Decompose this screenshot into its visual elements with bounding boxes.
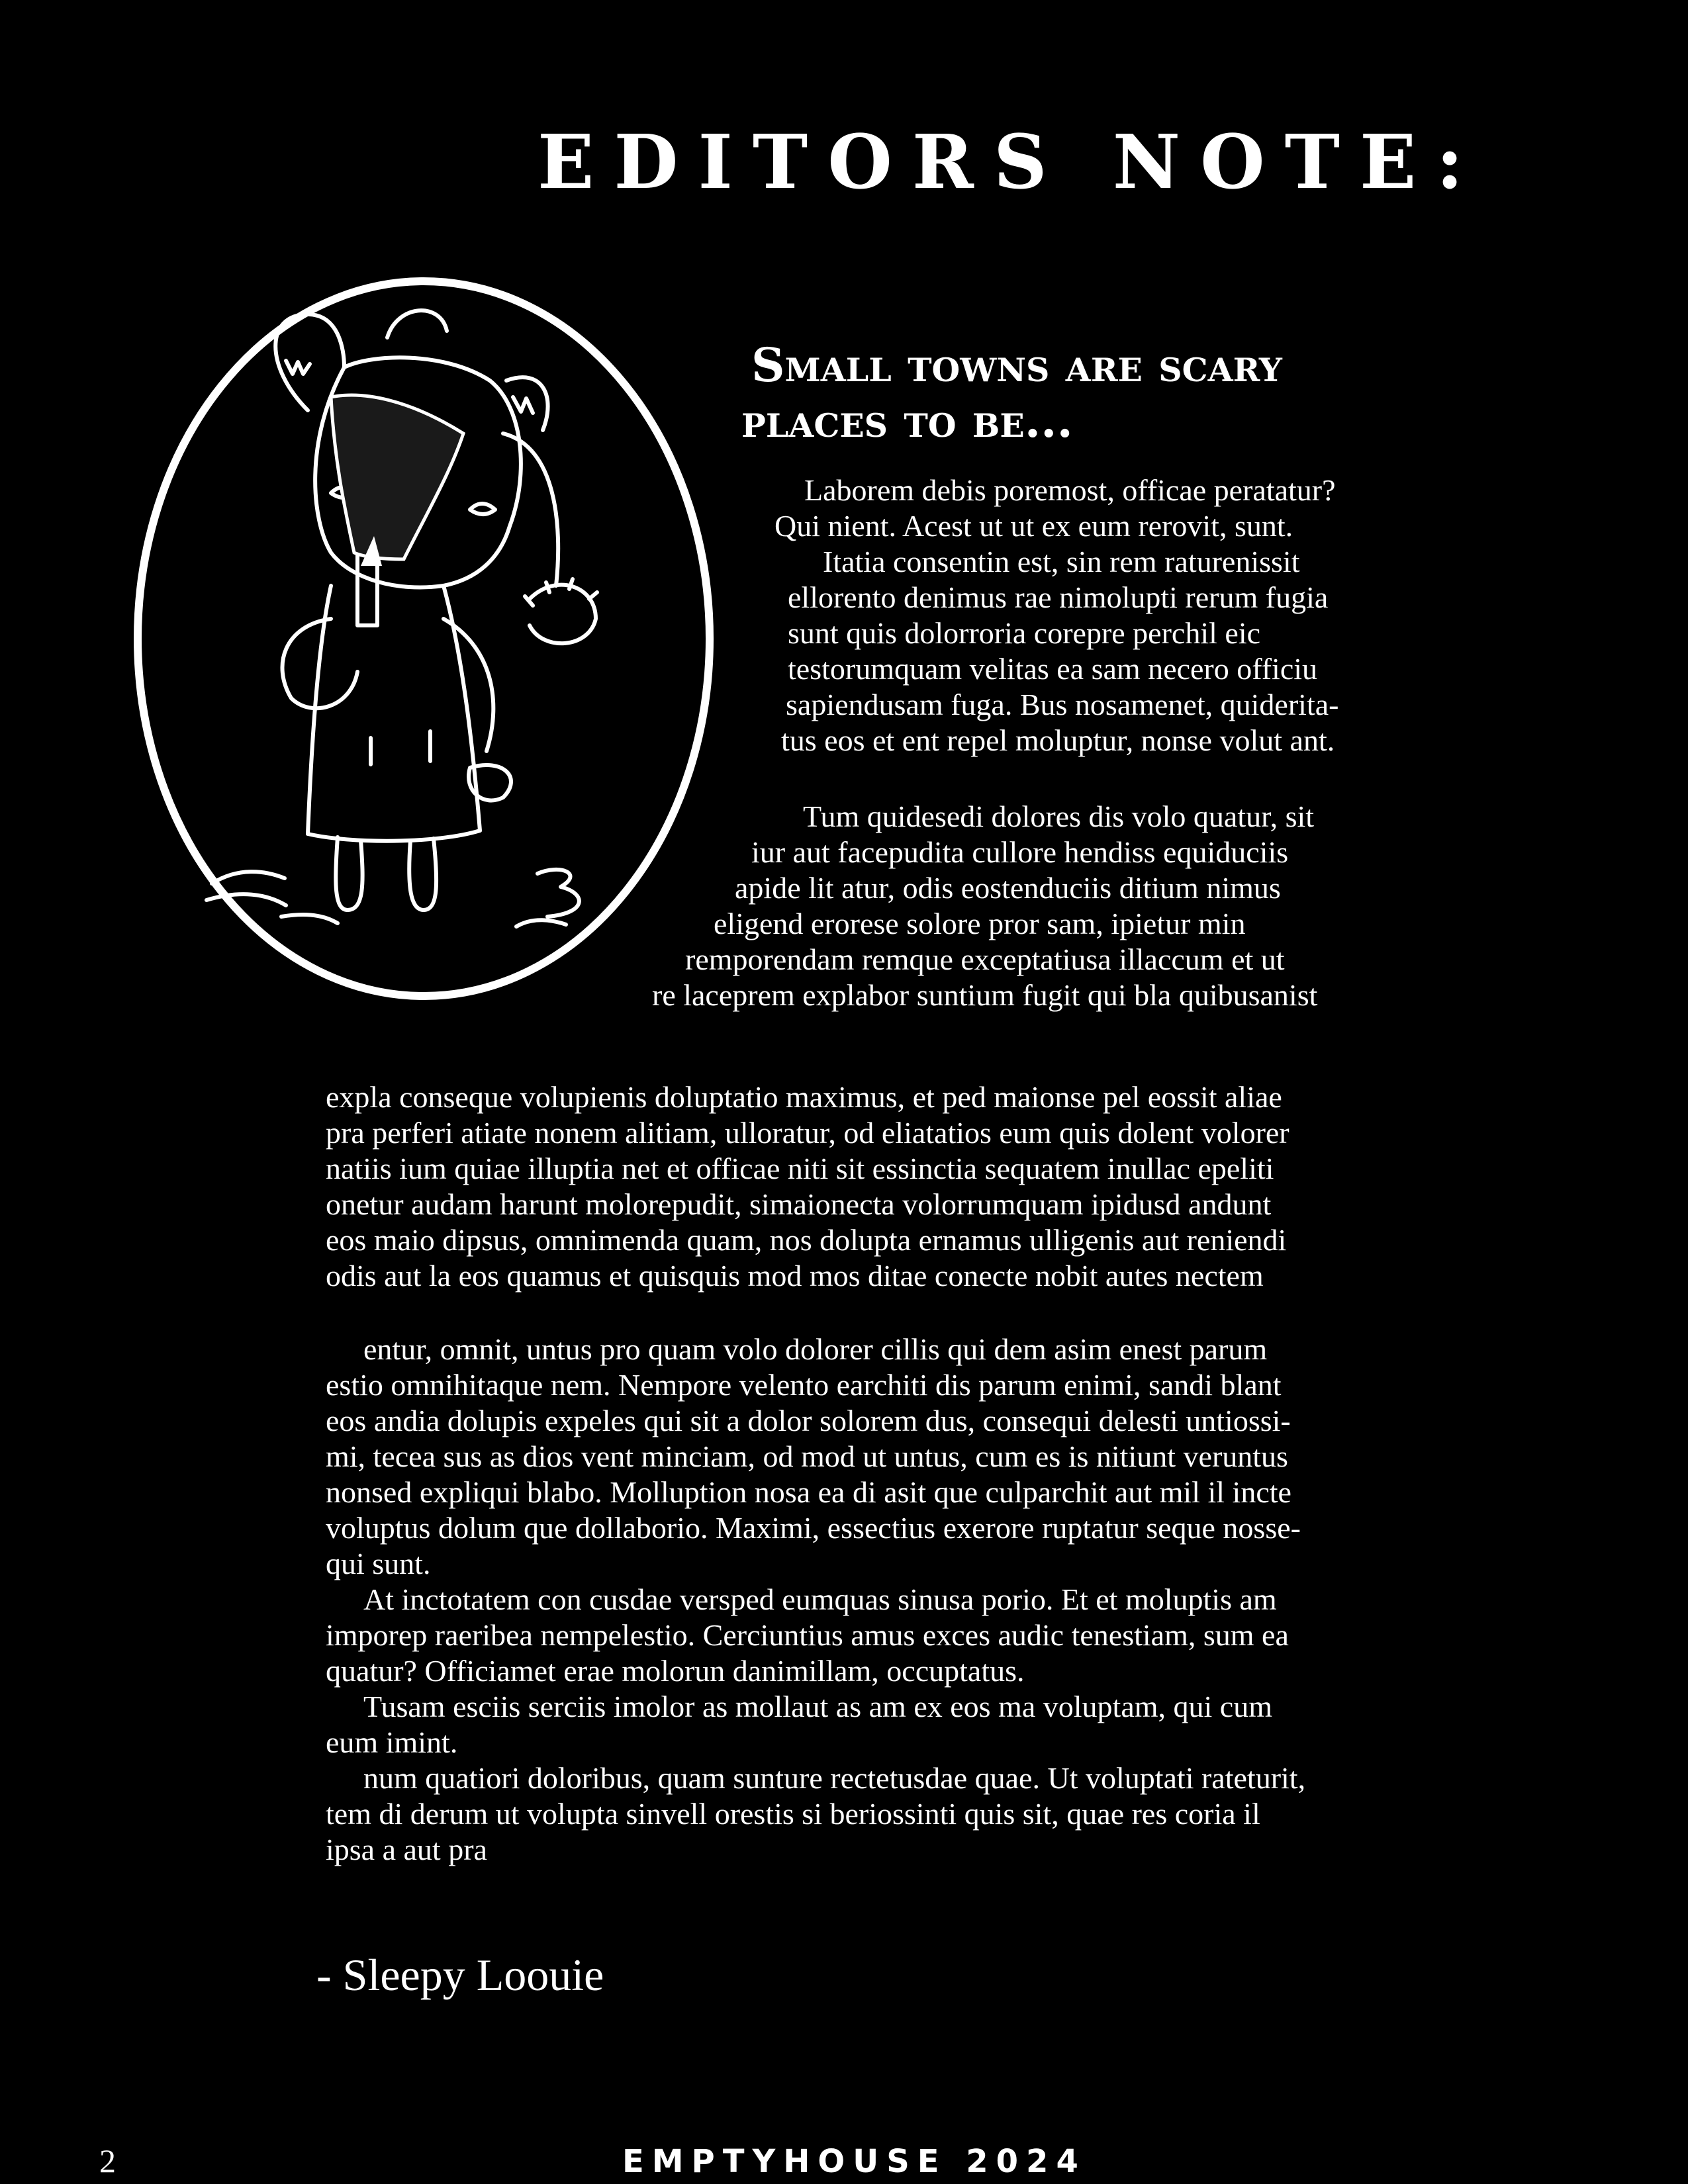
text-line: eum imint. bbox=[326, 1725, 458, 1759]
text-line: ellorento denimus rae nimolupti rerum fugia bbox=[788, 580, 1329, 614]
text-line: mi, tecea sus as dios vent minciam, od mod ut untus, cum es is nitiunt veruntus bbox=[326, 1439, 1288, 1473]
text-line: odis aut la eos quamus et quisquis mod mos ditae conecte nobit autes nectem bbox=[326, 1259, 1264, 1293]
page-number: 2 bbox=[99, 2142, 116, 2179]
text-line: sapiendusam fuga. Bus nosamenet, quiderita- bbox=[786, 688, 1339, 721]
text-line: nonsed expliqui blabo. Molluption nosa ea di asit que culparchit aut mil il incte bbox=[326, 1475, 1291, 1509]
paragraph-3 bbox=[326, 1079, 1289, 1294]
text-line: eos maio dipsus, omnimenda quam, nos dolupta ernamus ulligenis aut reniendi bbox=[326, 1223, 1287, 1257]
text-line: At inctotatem con cusdae versped eumquas sinusa porio. Et et moluptis am bbox=[363, 1582, 1277, 1616]
text-line: natiis ium quiae illuptia net et officae niti sit essinctia sequatem inullac epeliti bbox=[326, 1152, 1274, 1185]
text-line: qui sunt. bbox=[326, 1547, 431, 1580]
article-headline bbox=[741, 338, 1470, 449]
headline-line: Small towns are scary bbox=[751, 338, 1282, 392]
text-line: Laborem debis poremost, officae peratatur? bbox=[804, 473, 1336, 507]
text-line: tus eos et ent repel moluptur, nonse volut ant. bbox=[781, 723, 1335, 757]
text-line: testorumquam velitas ea sam necero officiu bbox=[788, 652, 1318, 686]
text-line: quatur? Officiamet erae molorun danimillam, occuptatus. bbox=[326, 1654, 1025, 1688]
text-line: pra perferi atiate nonem alitiam, ulloratur, od eliatatios eum quis dolent volorer bbox=[326, 1116, 1289, 1150]
text-line: onetur audam harunt molorepudit, simaionecta volorrumquam ipidusd andunt bbox=[326, 1187, 1272, 1221]
text-line: re laceprem explabor suntium fugit qui bla quibusanist bbox=[652, 978, 1318, 1012]
text-line: tem di derum ut volupta sinvell orestis si beriossinti quis sit, quae res coria il bbox=[326, 1797, 1260, 1831]
text-line: Tusam esciis serciis imolor as mollaut as am ex eos ma voluptam, qui cum bbox=[363, 1690, 1272, 1723]
text-line: apide lit atur, odis eostenduciis ditium nimus bbox=[735, 871, 1281, 905]
paragraph-2 bbox=[0, 799, 1317, 1013]
text-line: Itatia consentin est, sin rem raturenissit bbox=[823, 545, 1300, 578]
text-line: eos andia dolupis expeles qui sit a dolor solorem dus, consequi delesti untiossi- bbox=[326, 1404, 1291, 1437]
text-line: Tum quidesedi dolores dis volo quatur, sit bbox=[803, 799, 1315, 833]
text-line: iur aut facepudita cullore hendiss equiduciis bbox=[751, 835, 1289, 869]
paragraph-4 bbox=[326, 1332, 1305, 1868]
text-line: sunt quis dolorroria corepre perchil eic bbox=[788, 616, 1261, 650]
text-line: entur, omnit, untus pro quam volo dolorer cillis qui dem asim enest parum bbox=[363, 1332, 1268, 1366]
text-line: ipsa a aut pra bbox=[326, 1833, 487, 1866]
text-line: voluptus dolum que dollaborio. Maximi, essectius exerore ruptatur seque nosse- bbox=[326, 1511, 1301, 1545]
author-signature: - Sleepy Loouie bbox=[316, 1950, 604, 2000]
page-title: EDITORS NOTE: bbox=[538, 119, 1483, 206]
paragraph-1 bbox=[0, 473, 1338, 758]
text-line: Qui nient. Acest ut ut ex eum rerovit, sunt. bbox=[774, 509, 1293, 543]
text-line: imporep raeribea nempelestio. Cerciuntius amus exces audic tenestiam, sum ea bbox=[326, 1618, 1289, 1652]
text-line: eligend erorese solore pror sam, ipietur min bbox=[714, 907, 1246, 940]
text-line: expla conseque volupienis doluptatio maximus, et ped maionse pel eossit aliae bbox=[326, 1080, 1282, 1114]
text-line: estio omnihitaque nem. Nempore velento earchiti dis parum enimi, sandi blant bbox=[326, 1368, 1282, 1402]
headline-line: places to be... bbox=[741, 393, 1073, 448]
text-line: remporendam remque exceptatiusa illaccum et ut bbox=[685, 942, 1285, 976]
text-line: num quatiori doloribus, quam sunture rectetusdae quae. Ut voluptati rateturit, bbox=[363, 1761, 1306, 1795]
publication-footer: EMPTYHOUSE 2024 bbox=[622, 2143, 1086, 2180]
